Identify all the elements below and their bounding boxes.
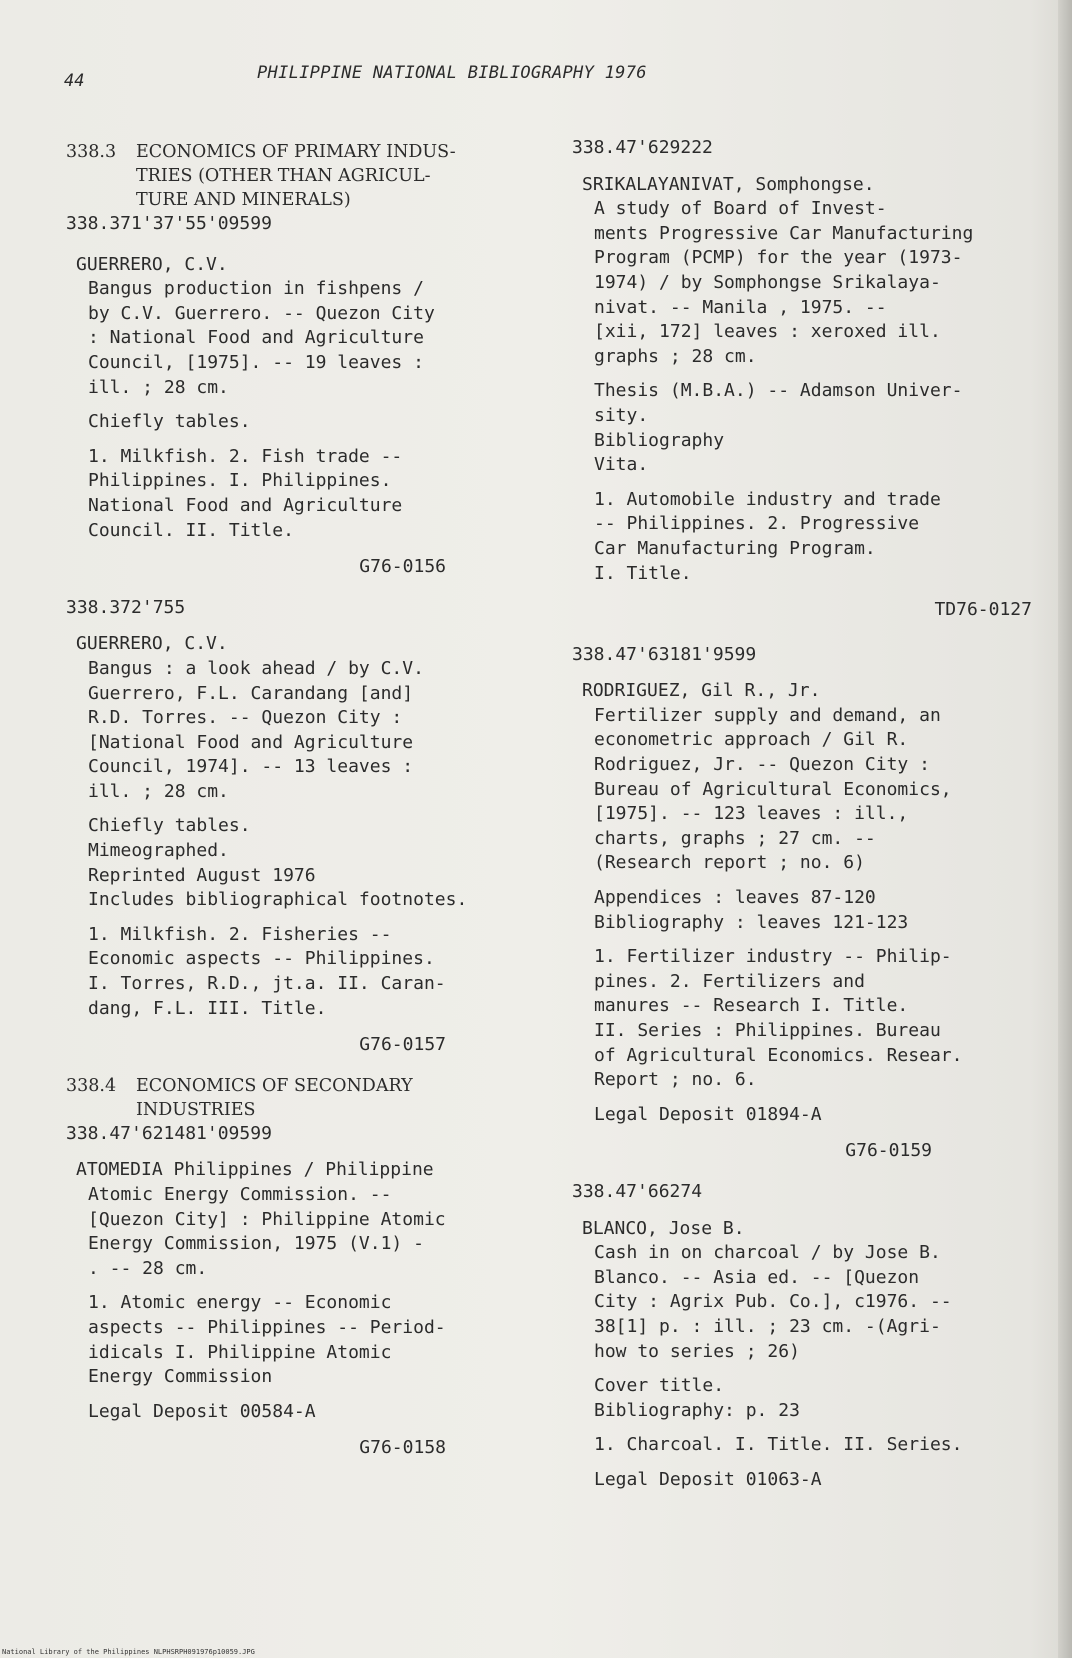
class-number: 338.47'63181'9599 xyxy=(572,643,757,665)
main-entry: GUERRERO, C.V. xyxy=(76,253,228,275)
catalog-entry xyxy=(66,1122,506,1461)
control-number: G76-0158 xyxy=(359,1437,446,1459)
entry-notes: Thesis (M.B.A.) -- Adamson Univer- sity. Bibliography Vita. xyxy=(594,380,963,476)
legal-deposit: Legal Deposit 01063-A xyxy=(594,1468,822,1490)
control-number: G76-0157 xyxy=(359,1034,446,1056)
control-number: G76-0156 xyxy=(359,556,446,578)
scan-credit: National Library of the Philippines NLPHSRPH091976p10059.JPG xyxy=(2,1648,255,1656)
section-title: ECONOMICS OF SECONDARY INDUSTRIES xyxy=(136,1075,413,1120)
legal-deposit: Legal Deposit 01894-A xyxy=(594,1103,822,1125)
main-entry: BLANCO, Jose B. xyxy=(582,1217,745,1239)
page-number: 44 xyxy=(64,71,85,91)
class-number: 338.47'66274 xyxy=(572,1180,703,1202)
catalog-entry xyxy=(572,136,1032,623)
legal-deposit: Legal Deposit 00584-A xyxy=(88,1400,316,1422)
class-number: 338.372'755 xyxy=(66,596,186,618)
class-number: 338.47'621481'09599 xyxy=(66,1122,272,1144)
main-entry: ATOMEDIA Philippines / Philippine xyxy=(76,1159,434,1181)
entry-tracings: 1. Fertilizer industry -- Philip- pines. 2. Fertilizers and manures -- Research I. Title. II. Series : Philippines. Bureau of Agricultural Economics. Resear. Report ; no. 6. xyxy=(594,946,963,1091)
control-number: G76-0159 xyxy=(845,1140,932,1162)
entry-tracings: 1. Automobile industry and trade -- Philippines. 2. Progressive Car Manufacturing Program. I. Title. xyxy=(594,488,941,584)
section-number: 338.3 xyxy=(66,142,117,162)
catalog-entry xyxy=(66,596,506,1058)
entry-tracings: 1. Charcoal. I. Title. II. Series. xyxy=(594,1434,963,1456)
entry-body: Cash in on charcoal / by Jose B. Blanco. -- Asia ed. -- [Quezon City : Agrix Pub. Co.], c1976. -- 38[1] p. : ill. ; 23 cm. -(Agri- how to series ; 26) xyxy=(594,1242,952,1362)
section-number: 338.4 xyxy=(66,1075,117,1096)
entry-body: Atomic Energy Commission. -- [Quezon City] : Philippine Atomic Energy Commission, 1975 (V.1) - . -- 28 cm. xyxy=(88,1184,446,1279)
entry-notes: Cover title. Bibliography: p. 23 xyxy=(594,1375,800,1421)
control-number: TD76-0127 xyxy=(934,599,1032,621)
main-entry: SRIKALAYANIVAT, Somphongse. xyxy=(582,173,875,195)
class-number: 338.371'37'55'09599 xyxy=(66,213,272,234)
entry-body: A study of Board of Invest- ments Progressive Car Manufacturing Program (PCMP) for the year (1973- 1974) / by Somphongse Srikalaya- nivat. -- Manila , 1975. -- [xii, 172] leaves : xeroxed ill. graphs ; 28 cm. xyxy=(594,198,974,367)
entry-body: Bangus : a look ahead / by C.V. Guerrero, F.L. Carandang [and] R.D. Torres. -- Quezon City : [National Food and Agriculture Council, 1974]. -- 13 leaves : ill. ; 28 cm. xyxy=(88,657,424,802)
main-entry: GUERRERO, C.V. xyxy=(76,633,228,655)
class-number: 338.47'629222 xyxy=(572,137,713,158)
entry-tracings: 1. Milkfish. 2. Fish trade -- Philippines. I. Philippines. National Food and Agriculture Council. II. Title. xyxy=(88,445,403,541)
entry-notes: Chiefly tables. Mimeographed. Reprinted August 1976 Includes bibliographical footnotes. xyxy=(88,815,468,911)
page-edge xyxy=(1058,0,1072,1658)
section-heading xyxy=(66,140,506,212)
main-entry: RODRIGUEZ, Gil R., Jr. xyxy=(582,680,821,702)
catalog-entry xyxy=(572,1180,1032,1493)
section-title: ECONOMICS OF PRIMARY INDUS- TRIES (OTHER THAN AGRICUL- TURE AND MINERALS) xyxy=(136,142,456,210)
entry-tracings: 1. Atomic energy -- Economic aspects -- Philippines -- Period- idicals I. Philippine Atomic Energy Commission xyxy=(88,1292,446,1388)
entry-notes: Chiefly tables. xyxy=(88,411,251,433)
left-column xyxy=(66,140,506,1477)
catalog-entry xyxy=(572,643,1032,1164)
entry-notes: Appendices : leaves 87-120 Bibliography : leaves 121-123 xyxy=(594,887,909,933)
section-heading xyxy=(66,1074,506,1122)
entry-body: Fertilizer supply and demand, an econometric approach / Gil R. Rodriguez, Jr. -- Quezon City : Bureau of Agricultural Economics, [1975]. -- 123 leaves : ill., charts, graphs ; 27 cm. -- (Research report ; no. 6) xyxy=(594,704,952,874)
catalog-entry xyxy=(66,212,506,580)
running-title: PHILIPPINE NATIONAL BIBLIOGRAPHY 1976 xyxy=(257,63,647,83)
entry-body: Bangus production in fishpens / by C.V. Guerrero. -- Quezon City : National Food and Agriculture Council, [1975]. -- 19 leaves : ill. ; 28 cm. xyxy=(88,278,435,398)
right-column xyxy=(572,136,1032,1509)
entry-tracings: 1. Milkfish. 2. Fisheries -- Economic aspects -- Philippines. I. Torres, R.D., jt.a. II. Caran- dang, F.L. III. Title. xyxy=(88,923,446,1019)
